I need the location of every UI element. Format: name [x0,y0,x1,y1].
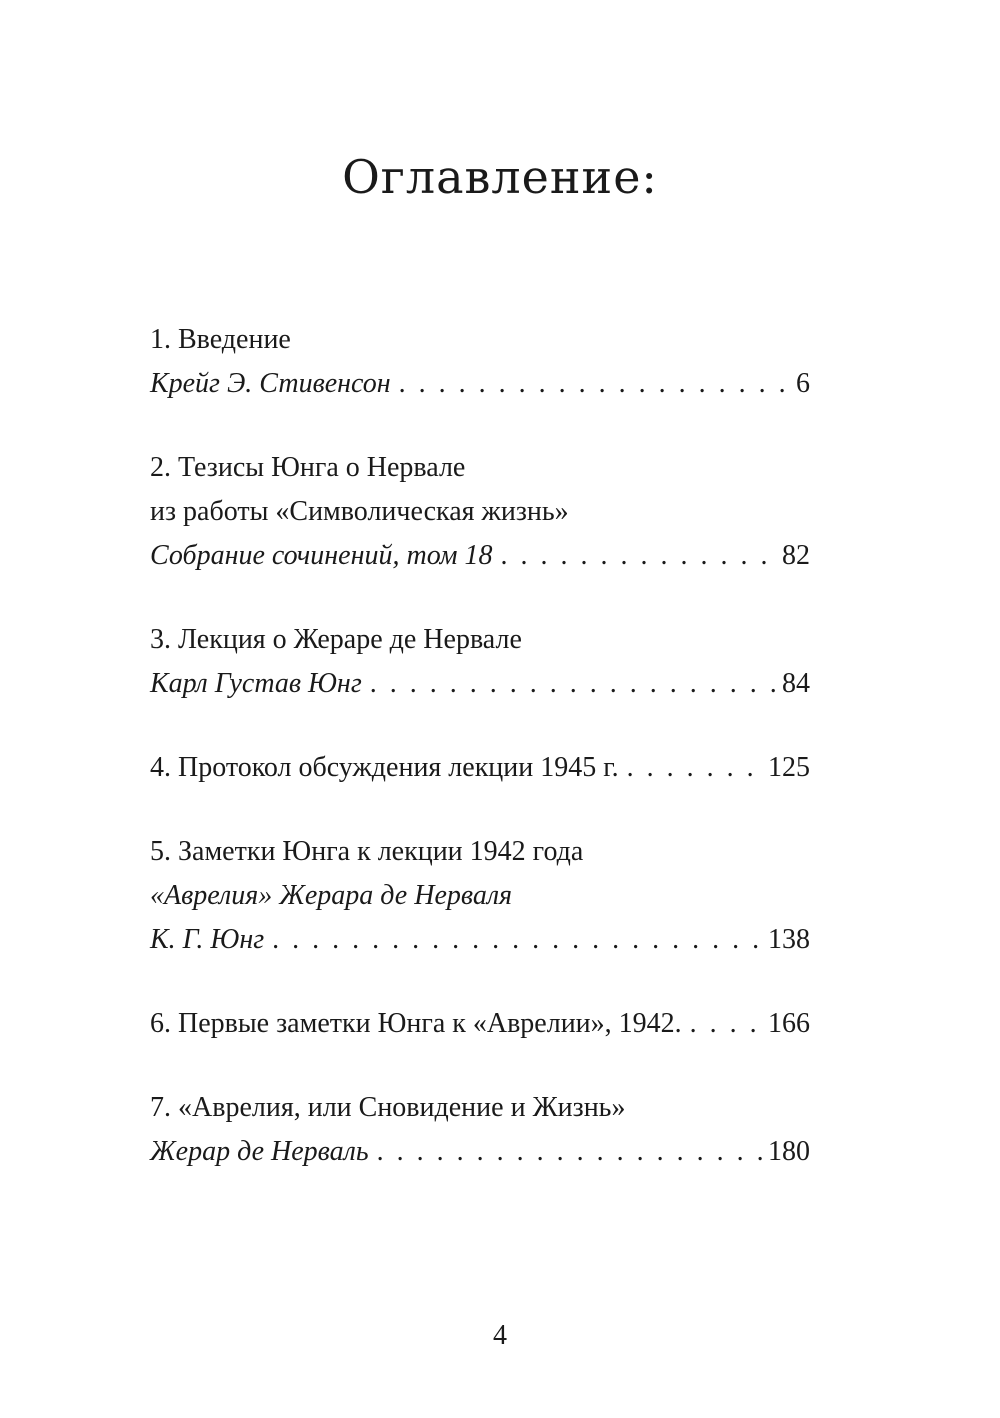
entry-title: 2. Тезисы Юнга о Нервале [150,452,466,483]
entry-page: 166 [768,1008,810,1039]
entry-title: 4. Протокол обсуждения лекции 1945 г. [150,752,619,783]
entry-title: 1. Введение [150,324,291,355]
toc-entry-1 [150,318,810,406]
toc-entry-4 [150,746,810,790]
toc-entry-6 [150,1002,810,1046]
leader-dots [627,746,762,790]
entry-title: 6. Первые заметки Юнга к «Аврелии», 1942. [150,1008,682,1039]
entry-author: Карл Густав Юнг [150,668,362,699]
leader-dots [377,1130,762,1174]
entry-author: Крейг Э. Стивенсон [150,368,391,399]
entry-title: 3. Лекция о Жераре де Нервале [150,624,522,655]
toc-entry-5 [150,830,810,962]
entry-source: Собрание сочинений, том 18 [150,540,493,571]
leader-dots [370,662,776,706]
leader-dots [501,534,777,578]
page-title: Оглавление: [342,150,658,204]
entry-title: 7. «Аврелия, или Сновидение и Жизнь» [150,1092,626,1123]
entry-page: 82 [782,540,810,571]
entry-page: 180 [768,1136,810,1167]
toc-entry-7 [150,1086,810,1174]
entry-subtitle: «Аврелия» Жерара де Нерваля [150,880,513,911]
toc-entry-3 [150,618,810,706]
page-number: 4 [493,1320,507,1351]
entry-title: 5. Заметки Юнга к лекции 1942 года [150,836,584,867]
toc-entry-2 [150,446,810,578]
leader-dots [690,1002,762,1046]
leader-dots [399,362,790,406]
entry-page: 125 [768,752,810,783]
entry-page: 84 [782,668,810,699]
entry-page: 138 [768,924,810,955]
leader-dots [272,918,762,962]
entry-author: К. Г. Юнг [150,924,265,955]
entry-author: Жерар де Нерваль [150,1136,369,1167]
table-of-contents [150,318,810,1214]
entry-subtitle: из работы «Символическая жизнь» [150,496,569,527]
entry-page: 6 [796,368,810,399]
